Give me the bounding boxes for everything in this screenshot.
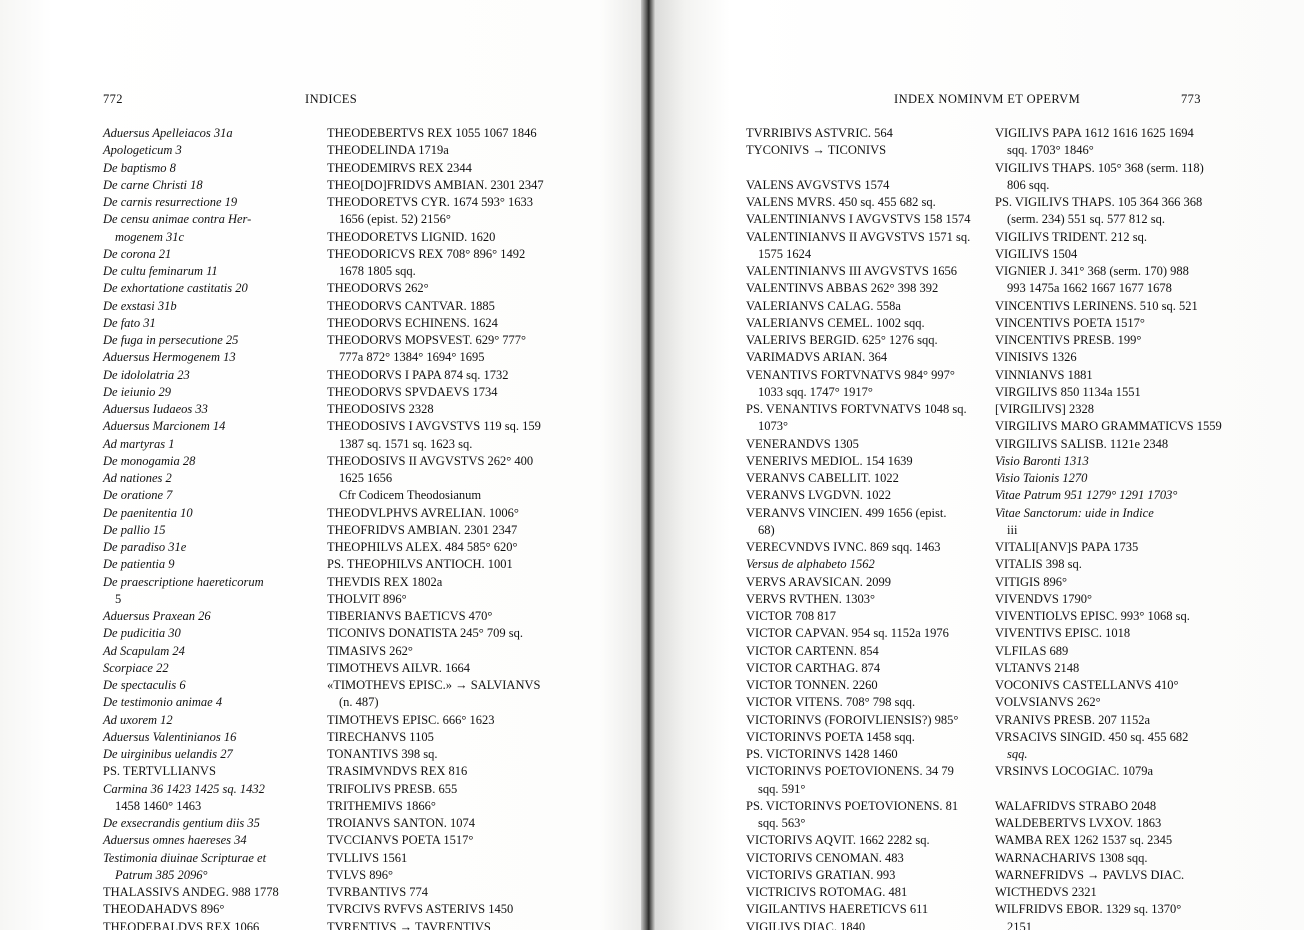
index-entry: De censu animae contra Her- (103, 212, 252, 227)
index-entry: VERVS RVTHEN. 1303° (746, 591, 876, 606)
index-entry: THEODORVS MOPSVEST. 629° 777° (327, 333, 527, 347)
index-entry: VITALIS 398 sq. (995, 557, 1082, 572)
index-entry: Vitae Patrum 951 1279° 1291 1703° (995, 488, 1178, 503)
index-entry: Visio Baronti 1313 (995, 453, 1089, 468)
index-entry: VALENTINVS ABBAS 262° 398 392 (746, 281, 939, 296)
left-page-number: 772 (103, 92, 123, 106)
index-entry: VENERIVS MEDIOL. 154 1639 (746, 453, 913, 468)
index-entry: (serm. 234) 551 sq. 577 812 sq. (1007, 212, 1165, 227)
index-entry: VICTORINVS POETOVIONENS. 34 79 (746, 764, 954, 779)
index-entry: De testimonio animae 4 (103, 695, 223, 710)
index-entry: PS. VICTORINVS 1428 1460 (746, 747, 898, 761)
index-entry: THEODORICVS REX 708° 896° 1492 (327, 246, 526, 261)
index-entry: VRSACIVS SINGID. 450 sq. 455 682 (995, 729, 1189, 744)
index-entry: VICTOR CARTENN. 854 (746, 643, 879, 658)
index-entry: De corona 21 (103, 246, 172, 261)
index-entry: 1656 (epist. 52) 2156° (339, 212, 451, 227)
index-entry: 1073° (758, 419, 788, 434)
index-entry: PS. VENANTIVS FORTVNATVS 1048 sq. (746, 402, 967, 416)
index-entry: Aduersus Praxean 26 (103, 609, 211, 623)
index-entry: THEODEMIRVS REX 2344 (327, 160, 472, 175)
index-entry: VIGNIER J. 341° 368 (serm. 170) 988 (995, 264, 1189, 278)
index-entry: THEVDIS REX 1802a (327, 574, 443, 589)
index-entry: 1678 1805 sqq. (339, 264, 416, 278)
index-entry: WICTHEDVS 2321 (995, 885, 1097, 899)
index-entry: 1575 1624 (758, 246, 812, 261)
index-entry: PS. VICTORINVS POETOVIONENS. 81 (746, 798, 959, 813)
book-gutter (641, 0, 655, 930)
index-entry: Testimonia diuinae Scripturae et (103, 850, 267, 865)
index-entry: VIGILANTIVS HAERETICVS 611 (746, 902, 929, 917)
index-entry: VINCENTIVS PRESB. 199° (995, 333, 1142, 347)
index-entry: THALASSIVS ANDEG. 988 1778 (103, 885, 279, 899)
index-entry: VARIMADVS ARIAN. 364 (746, 350, 888, 365)
index-entry: TVRENTIVS → TAVRENTIVS (327, 919, 491, 930)
index-entry: TRITHEMIVS 1866° (327, 798, 436, 813)
index-entry: De carnis resurrectione 19 (103, 195, 238, 209)
index-entry: VICTOR 708 817 (746, 609, 837, 623)
index-entry: VINISIVS 1326 (995, 350, 1077, 365)
index-entry: VIGILIVS TRIDENT. 212 sq. (995, 229, 1147, 244)
index-entry: De oratione 7 (103, 488, 173, 503)
index-entry: VOCONIVS CASTELLANVS 410° (995, 678, 1179, 692)
index-entry: TYCONIVS → TICONIVS (746, 143, 887, 158)
index-entry: Cfr Codicem Theodosianum (339, 488, 482, 503)
index-entry: TRASIMVNDVS REX 816 (327, 764, 468, 779)
index-entry: 806 sqq. (1007, 177, 1050, 192)
index-entry: PS. THEOPHILVS ANTIOCH. 1001 (327, 557, 513, 572)
index-entry: Scorpiace 22 (103, 660, 169, 675)
right-page-number: 773 (1181, 92, 1201, 106)
index-entry: TVLVS 896° (327, 867, 394, 882)
index-entry: VALERIANVS CALAG. 558a (746, 298, 901, 313)
index-entry: 993 1475a 1662 1667 1677 1678 (1007, 281, 1172, 296)
index-entry: TICONIVS DONATISTA 245° 709 sq. (327, 626, 524, 641)
index-entry (746, 160, 980, 177)
index-entry: VENANTIVS FORTVNATVS 984° 997° (746, 367, 955, 382)
index-entry: Visio Taionis 1270 (995, 471, 1088, 485)
index-entry: De cultu feminarum 11 (103, 264, 218, 278)
index-entry: De praescriptione haereticorum (103, 574, 264, 589)
index-entry: 777a 872° 1384° 1694° 1695 (339, 350, 485, 365)
index-entry: TVCCIANVS POETA 1517° (327, 833, 474, 848)
index-entry: THOLVIT 896° (327, 591, 407, 606)
index-entry: THEODORETVS CYR. 1674 593° 1633 (327, 195, 534, 209)
index-entry: THEO[DO]FRIDVS AMBIAN. 2301 2347 (327, 177, 544, 192)
index-entry: VICTORINVS POETA 1458 sqq. (746, 729, 915, 744)
left-running-head: INDICES (305, 92, 358, 106)
index-entry: De uirginibus uelandis 27 (103, 747, 233, 761)
index-entry: VERVS ARAVSICAN. 2099 (746, 574, 891, 589)
index-entry: De pallio 15 (103, 522, 166, 537)
index-entry: WAMBA REX 1262 1537 sq. 2345 (995, 833, 1173, 848)
index-entry: De exhortatione castitatis 20 (103, 281, 248, 296)
index-entry: TIRECHANVS 1105 (327, 729, 434, 744)
index-entry: VERANVS CABELLIT. 1022 (746, 471, 899, 485)
index-entry: De exsecrandis gentium diis 35 (103, 816, 260, 830)
index-entry: 2151 (1007, 919, 1032, 930)
index-entry: De idololatria 23 (103, 367, 190, 382)
right-index-column-1 (746, 125, 980, 930)
index-entry: Ad Scapulam 24 (103, 643, 185, 658)
index-entry: VERECVNDVS IVNC. 869 sqq. 1463 (746, 540, 941, 554)
index-entry: De paenitentia 10 (103, 505, 193, 520)
index-entry: TVRBANTIVS 774 (327, 885, 429, 899)
index-entry: THEODOSIVS 2328 (327, 402, 434, 416)
index-entry: THEODORETVS LIGNID. 1620 (327, 229, 496, 244)
index-entry: 5 (115, 591, 122, 606)
index-entry: VITALI[ANV]S PAPA 1735 (995, 540, 1139, 554)
index-entry: VICTOR CARTHAG. 874 (746, 660, 881, 675)
index-entry: Ad martyras 1 (103, 436, 175, 451)
index-entry: De paradiso 31e (103, 540, 187, 554)
index-entry: THEODVLPHVS AVRELIAN. 1006° (327, 505, 519, 520)
index-entry: TROIANVS SANTON. 1074 (327, 816, 476, 830)
index-entry: 1033 sqq. 1747° 1917° (758, 384, 873, 399)
index-entry: VICTORIVS AQVIT. 1662 2282 sq. (746, 833, 930, 848)
index-entry: De fato 31 (103, 315, 156, 330)
index-entry: sqq. (1007, 747, 1028, 761)
index-entry: De carne Christi 18 (103, 177, 203, 192)
index-entry: Ad nationes 2 (103, 471, 172, 485)
index-entry: VALENTINIANVS I AVGVSTVS 158 1574 (746, 212, 971, 227)
index-entry: VRANIVS PRESB. 207 1152a (995, 712, 1151, 727)
index-entry: VALENTINIANVS II AVGVSTVS 1571 sq. (746, 229, 971, 244)
index-entry: Aduersus Valentinianos 16 (103, 729, 237, 744)
index-entry: THEOFRIDVS AMBIAN. 2301 2347 (327, 522, 518, 537)
index-entry: (n. 487) (339, 695, 379, 710)
index-entry: De patientia 9 (103, 557, 175, 572)
index-entry: THEOPHILVS ALEX. 484 585° 620° (327, 540, 518, 554)
index-entry: THEODOSIVS II AVGVSTVS 262° 400 (327, 453, 534, 468)
index-entry: VRSINVS LOCOGIAC. 1079a (995, 764, 1153, 779)
index-entry: TVLLIVS 1561 (327, 850, 408, 865)
index-entry: 1387 sq. 1571 sq. 1623 sq. (339, 436, 473, 451)
index-entry: WALDEBERTVS LVXOV. 1863 (995, 816, 1162, 830)
index-entry: TIBERIANVS BAETICVS 470° (327, 609, 493, 623)
index-entry: THEODAHADVS 896° (103, 902, 225, 917)
index-entry: WARNEFRIDVS → PAVLVS DIAC. (995, 867, 1185, 882)
index-entry: THEODOSIVS I AVGVSTVS 119 sq. 159 (327, 419, 541, 434)
index-entry: THEODEBALDVS REX 1066 (103, 919, 260, 930)
index-entry: THEODELINDA 1719a (327, 143, 449, 158)
right-index-column-2 (995, 125, 1222, 930)
index-entry: VIGILIVS 1504 (995, 246, 1078, 261)
index-entry: THEODORVS 262° (327, 281, 429, 296)
index-entry: VLFILAS 689 (995, 643, 1069, 658)
index-entry: TVRCIVS RVFVS ASTERIVS 1450 (327, 902, 514, 917)
index-entry: VINCENTIVS LERINENS. 510 sq. 521 (995, 298, 1198, 313)
index-entry: De monogamia 28 (103, 453, 196, 468)
index-entry: 1625 1656 (339, 471, 393, 485)
index-entry: TVRRIBIVS ASTVRIC. 564 (746, 126, 893, 140)
index-entry: VLTANVS 2148 (995, 660, 1080, 675)
index-entry: Aduersus omnes haereses 34 (103, 833, 247, 848)
right-running-head: INDEX NOMINVM ET OPERVM (894, 92, 1081, 106)
index-entry: sqq. 1703° 1846° (1007, 143, 1094, 158)
index-entry: VENERANDVS 1305 (746, 436, 859, 451)
index-entry: Ad uxorem 12 (103, 712, 173, 727)
index-entry: VERANVS VINCIEN. 499 1656 (epist. (746, 505, 947, 520)
index-entry: WALAFRIDVS STRABO 2048 (995, 798, 1157, 813)
index-entry: De baptismo 8 (103, 160, 176, 175)
index-entry: Aduersus Iudaeos 33 (103, 402, 208, 416)
index-entry: THEODORVS SPVDAEVS 1734 (327, 384, 498, 399)
index-entry: 1458 1460° 1463 (115, 798, 202, 813)
index-entry: WILFRIDVS EBOR. 1329 sq. 1370° (995, 902, 1182, 917)
index-entry: Patrum 385 2096° (115, 867, 208, 882)
index-entry: TIMASIVS 262° (327, 643, 413, 658)
index-entry: VIGILIVS DIAC. 1840 (746, 919, 866, 930)
index-entry: VIRGILIVS MARO GRAMMATICVS 1559 (995, 419, 1222, 434)
index-entry: sqq. 563° (758, 816, 806, 830)
index-entry: VALENS MVRS. 450 sq. 455 682 sq. (746, 195, 936, 209)
index-entry: TONANTIVS 398 sq. (327, 747, 438, 761)
index-entry: Apologeticum 3 (103, 143, 182, 158)
index-entry: VIVENTIOLVS EPISC. 993° 1068 sq. (995, 609, 1190, 623)
index-entry: Aduersus Apelleiacos 31a (103, 126, 233, 140)
index-entry: De fuga in persecutione 25 (103, 333, 239, 347)
index-entry: VALENTINIANVS III AVGVSTVS 1656 (746, 264, 957, 278)
index-entry: THEODEBERTVS REX 1055 1067 1846 (327, 126, 537, 140)
index-entry: THEODORVS I PAPA 874 sq. 1732 (327, 367, 509, 382)
index-entry: PS. VIGILIVS THAPS. 105 364 366 368 (995, 195, 1203, 209)
index-entry: THEODORVS ECHINENS. 1624 (327, 315, 498, 330)
index-entry: WARNACHARIVS 1308 sqq. (995, 850, 1148, 865)
index-entry: VERANVS LVGDVN. 1022 (746, 488, 892, 503)
index-entry: VITIGIS 896° (995, 574, 1068, 589)
index-entry: TIMOTHEVS AILVR. 1664 (327, 660, 470, 675)
index-entry: Versus de alphabeto 1562 (746, 557, 875, 572)
index-entry: iii (1007, 522, 1018, 537)
index-entry: De ieiunio 29 (103, 384, 172, 399)
index-entry: 68) (758, 522, 775, 537)
index-entry: TIMOTHEVS EPISC. 666° 1623 (327, 712, 495, 727)
right-page (652, 0, 1304, 930)
index-entry: sqq. 591° (758, 781, 806, 796)
index-entry: VINCENTIVS POETA 1517° (995, 315, 1145, 330)
index-entry: Carmina 36 1423 1425 sq. 1432 (103, 781, 265, 796)
index-entry: TRIFOLIVS PRESB. 655 (327, 781, 458, 796)
index-entry: VICTOR CAPVAN. 954 sq. 1152a 1976 (746, 626, 949, 641)
index-entry: Aduersus Hermogenem 13 (103, 350, 236, 365)
index-entry: De exstasi 31b (103, 298, 177, 313)
index-entry: [VIRGILIVS] 2328 (995, 402, 1094, 416)
index-entry: VIRGILIVS 850 1134a 1551 (995, 384, 1141, 399)
index-entry: PS. TERTVLLIANVS (103, 764, 216, 779)
left-index-column-1 (103, 125, 296, 930)
index-entry: VIVENTIVS EPISC. 1018 (995, 626, 1131, 641)
index-entry: VOLVSIANVS 262° (995, 695, 1101, 710)
index-entry: VICTORIVS CENOMAN. 483 (746, 850, 904, 865)
index-entry: VIRGILIVS SALISB. 1121e 2348 (995, 436, 1169, 451)
index-entry: «TIMOTHEVS EPISC.» → SALVIANVS (327, 678, 541, 692)
index-entry: VICTOR TONNEN. 2260 (746, 678, 878, 692)
index-entry: mogenem 31c (115, 229, 185, 244)
index-entry: VALERIANVS CEMEL. 1002 sqq. (746, 315, 925, 330)
index-entry: VICTRICIVS ROTOMAG. 481 (746, 885, 908, 899)
index-entry: De pudicitia 30 (103, 626, 181, 641)
index-entry: THEODORVS CANTVAR. 1885 (327, 298, 495, 313)
left-index-column-2 (327, 125, 562, 930)
index-entry: VICTORINVS (FOROIVLIENSIS?) 985° (746, 712, 959, 727)
index-entry: VIGILIVS THAPS. 105° 368 (serm. 118) (995, 160, 1204, 175)
index-entry: VICTOR VITENS. 708° 798 sqq. (746, 695, 916, 710)
index-entry: VINNIANVS 1881 (995, 367, 1093, 382)
index-entry: Vitae Sanctorum: uide in Indice (995, 505, 1154, 520)
index-entry: Aduersus Marcionem 14 (103, 419, 226, 434)
index-entry: VALERIVS BERGID. 625° 1276 sqq. (746, 333, 938, 347)
index-entry: VIVENDVS 1790° (995, 591, 1093, 606)
index-entry: De spectaculis 6 (103, 678, 186, 692)
index-entry: VIGILIVS PAPA 1612 1616 1625 1694 (995, 126, 1194, 140)
index-entry (995, 781, 1205, 798)
index-entry: VICTORIVS GRATIAN. 993 (746, 867, 896, 882)
index-entry: VALENS AVGVSTVS 1574 (746, 177, 890, 192)
